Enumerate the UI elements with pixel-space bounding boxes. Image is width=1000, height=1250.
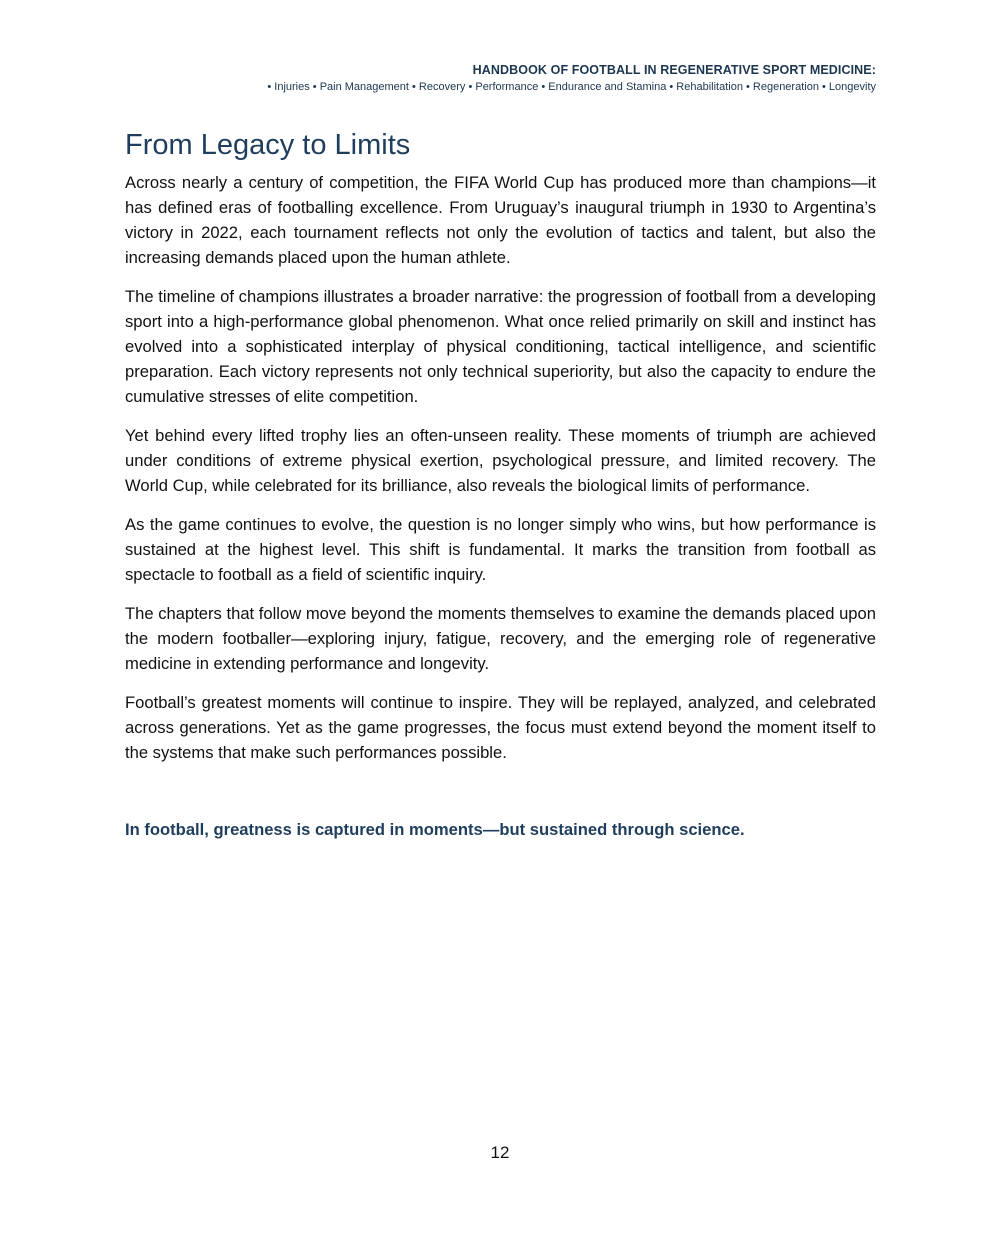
page-title: From Legacy to Limits xyxy=(125,129,411,161)
paragraph-3: Yet behind every lifted trophy lies an often-unseen reality. These moments of triumph are achieved under conditions of extreme physical exertion, psychological pressure, and limited recovery. The World Cup, while celebrated for its brilliance, also reveals the biological limits of performance. xyxy=(125,426,876,495)
header-subtitle: • Injuries • Pain Management • Recovery • Performance • Endurance and Stamina • Rehabilitation • Regeneration • Longevity xyxy=(267,81,876,93)
main-content xyxy=(125,126,876,842)
closing-statement: In football, greatness is captured in moments—but sustained through science. xyxy=(125,820,745,839)
paragraph-6: Football’s greatest moments will continue to inspire. They will be replayed, analyzed, and celebrated across generations. Yet as the game progresses, the focus must extend beyond the moment itself to the systems that make such performances possible. xyxy=(125,693,876,762)
paragraph-2: The timeline of champions illustrates a broader narrative: the progression of football from a developing sport into a high-performance global phenomenon. What once relied primarily on skill and instinct has evolved into a sophisticated interplay of physical conditioning, tactical intelligence, and scientific preparation. Each victory represents not only technical superiority, but also the capacity to endure the cumulative stresses of elite competition. xyxy=(125,287,876,406)
paragraph-4: As the game continues to evolve, the question is no longer simply who wins, but how performance is sustained at the highest level. This shift is fundamental. It marks the transition from football as spectacle to football as a field of scientific inquiry. xyxy=(125,515,876,584)
header-title: HANDBOOK OF FOOTBALL IN REGENERATIVE SPORT MEDICINE: xyxy=(472,63,876,77)
running-header xyxy=(116,62,876,95)
page-number: 12 xyxy=(490,1143,510,1162)
paragraph-5: The chapters that follow move beyond the moments themselves to examine the demands placed upon the modern footballer—exploring injury, fatigue, recovery, and the emerging role of regenerative medicine in extending performance and longevity. xyxy=(125,604,876,673)
paragraph-1: Across nearly a century of competition, the FIFA World Cup has produced more than champions—it has defined eras of footballing excellence. From Uruguay’s inaugural triumph in 1930 to Argentina’s victory in 2022, each tournament reflects not only the evolution of tactics and talent, but also the increasing demands placed upon the human athlete. xyxy=(125,173,876,267)
